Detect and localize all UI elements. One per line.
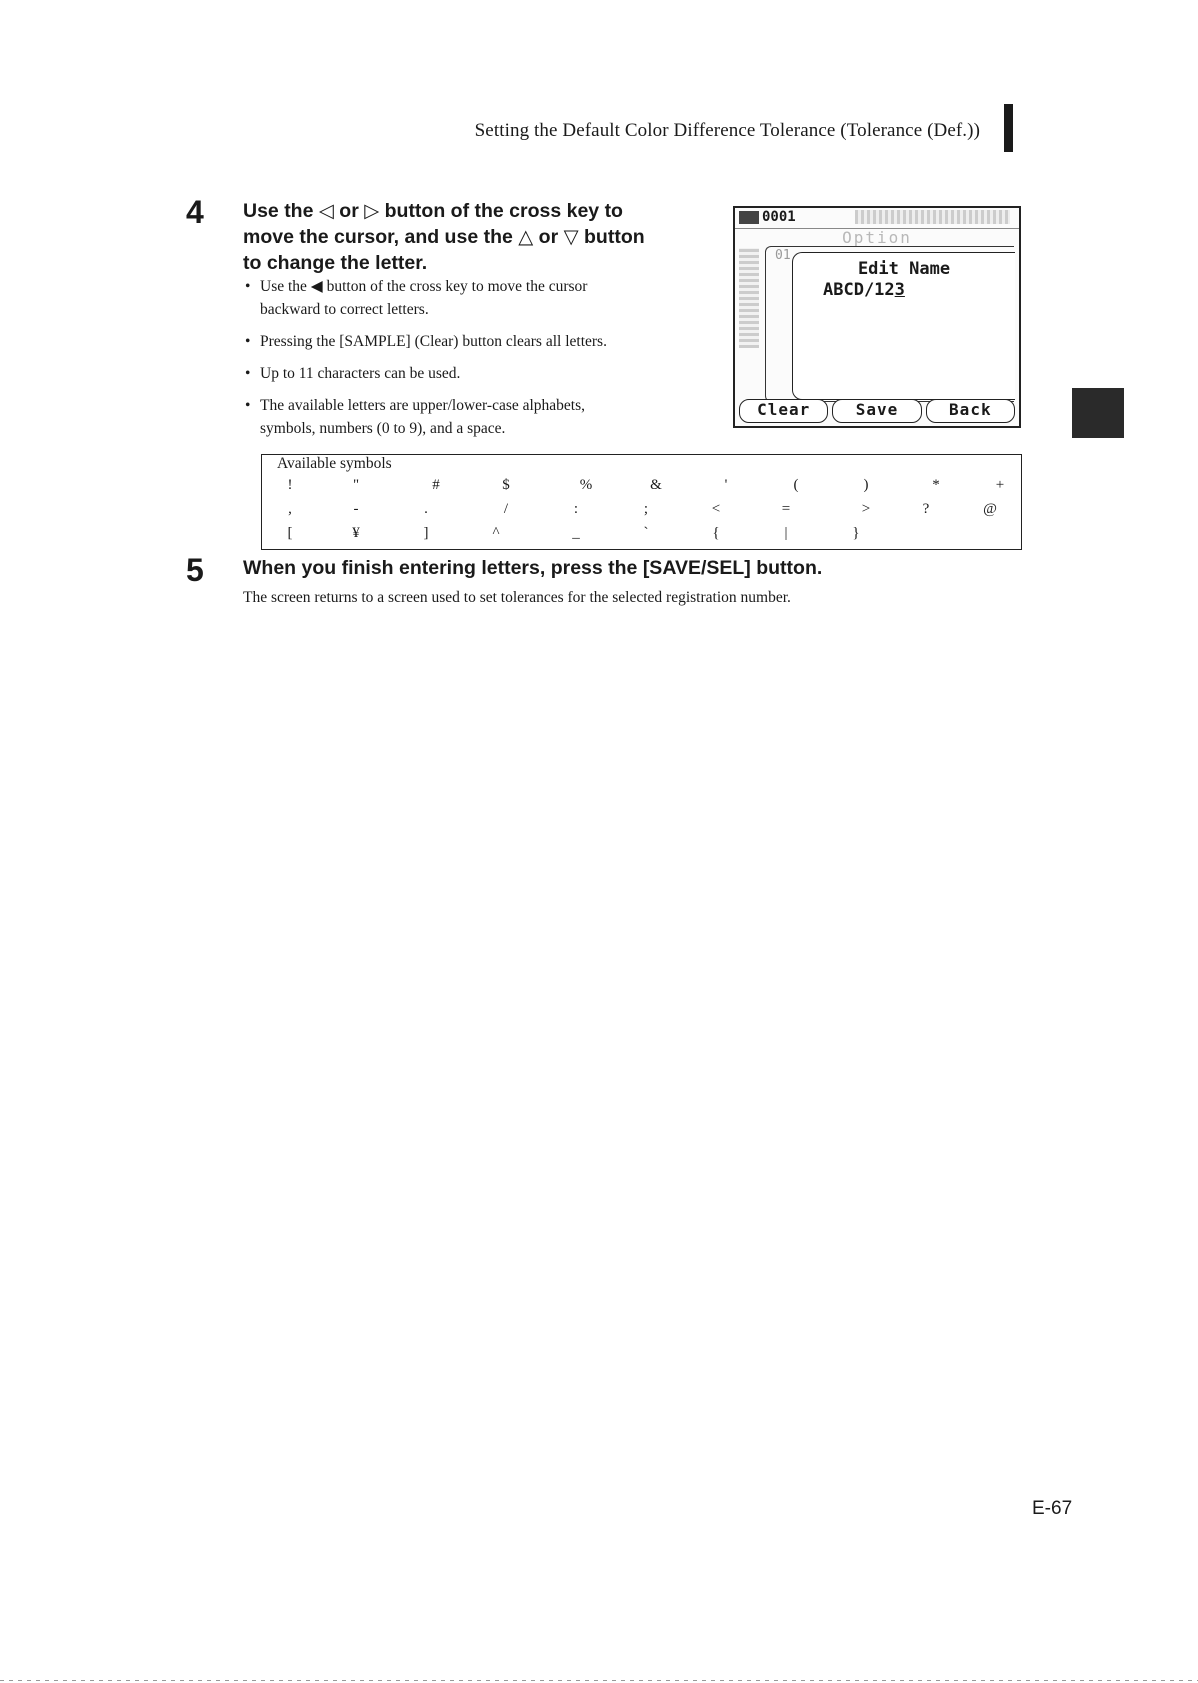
symbol: [: [287, 525, 293, 541]
symbol: (: [793, 477, 799, 493]
registration-indicator: 0001: [739, 209, 796, 225]
symbol: #: [432, 477, 440, 493]
bullet-item: • Use the ◀ button of the cross key to move the cursor backward to correct letters.: [245, 278, 588, 318]
text-cursor: 3: [894, 280, 905, 300]
symbol: ,: [288, 501, 292, 517]
device-screen-title: Option: [842, 228, 912, 247]
step-5-heading: When you finish entering letters, press the [SAVE/SEL] button.: [243, 557, 823, 579]
symbol: ": [352, 477, 360, 493]
left-triangle-icon: ◁: [318, 200, 334, 222]
bullet-item: • The available letters are upper/lower-case alphabets, symbols, numbers (0 to 9), and a space.: [245, 397, 586, 437]
scan-edge-line: [0, 1680, 1198, 1681]
page-number: E-67: [1032, 1498, 1073, 1519]
device-side-indicators: [739, 248, 759, 348]
name-value-field: ABCD/123: [823, 280, 905, 300]
symbol: %: [579, 477, 593, 493]
device-top-bar: [735, 208, 1019, 229]
edit-name-dialog: [792, 252, 1015, 400]
symbol: $: [502, 477, 510, 493]
symbol: -: [353, 501, 359, 517]
device-list-number: 01: [775, 248, 791, 263]
registration-icon: [739, 211, 759, 224]
symbol: ): [863, 477, 869, 493]
up-triangle-icon: △: [518, 226, 534, 248]
symbol: _: [572, 525, 580, 541]
available-symbols-box: [261, 454, 1022, 550]
symbol: *: [932, 477, 940, 493]
step-4-heading-line: move the cursor, and use the △ or ▽ button: [243, 226, 645, 248]
down-triangle-icon: ▽: [563, 226, 579, 248]
edit-name-label: Edit Name: [857, 259, 951, 279]
device-button-bar: [739, 399, 1015, 423]
header-marker-bar: [1004, 104, 1013, 152]
page-header: Setting the Default Color Difference Tolerance (Tolerance (Def.)): [474, 120, 980, 141]
symbol: |: [784, 525, 788, 541]
symbol: ;: [643, 501, 649, 517]
step-5-description: The screen returns to a screen used to set tolerances for the selected registration number.: [243, 589, 791, 606]
chapter-side-tab: [1072, 388, 1124, 438]
symbol: .: [424, 501, 428, 517]
step-4-heading-line: Use the ◁ or ▷ button of the cross key to: [243, 200, 623, 222]
step-4-number: 4: [186, 194, 204, 230]
symbol: ': [724, 477, 728, 493]
symbol: >: [861, 501, 871, 517]
symbol: ^: [492, 525, 500, 541]
symbol: =: [781, 501, 791, 517]
clear-button: Clear: [739, 399, 828, 423]
symbol: &: [650, 477, 662, 493]
step-5-number: 5: [186, 552, 204, 588]
bullet-item: • Pressing the [SAMPLE] (Clear) button clears all letters.: [245, 333, 607, 350]
status-icons: [855, 210, 1010, 224]
symbol: ¥: [352, 525, 360, 541]
symbol: +: [995, 477, 1005, 493]
device-screen-illustration: [733, 206, 1021, 428]
symbol: <: [711, 501, 721, 517]
symbols-title: Available symbols: [277, 455, 392, 472]
symbol: :: [573, 501, 579, 517]
symbol: }: [852, 525, 860, 541]
bullet-item: • Up to 11 characters can be used.: [245, 365, 461, 382]
save-button: Save: [832, 399, 921, 423]
symbol: ?: [922, 501, 930, 517]
right-triangle-icon: ▷: [364, 200, 380, 222]
back-button: Back: [926, 399, 1015, 423]
symbol: `: [643, 525, 649, 541]
symbol: {: [712, 525, 720, 541]
step-4-bullet-list: [243, 275, 713, 449]
symbol: ]: [423, 525, 429, 541]
symbol: /: [503, 501, 509, 517]
step-4-heading: [243, 198, 703, 276]
symbol: @: [983, 501, 997, 517]
step-4-heading-line: to change the letter.: [243, 252, 428, 274]
symbol: !: [287, 477, 293, 493]
